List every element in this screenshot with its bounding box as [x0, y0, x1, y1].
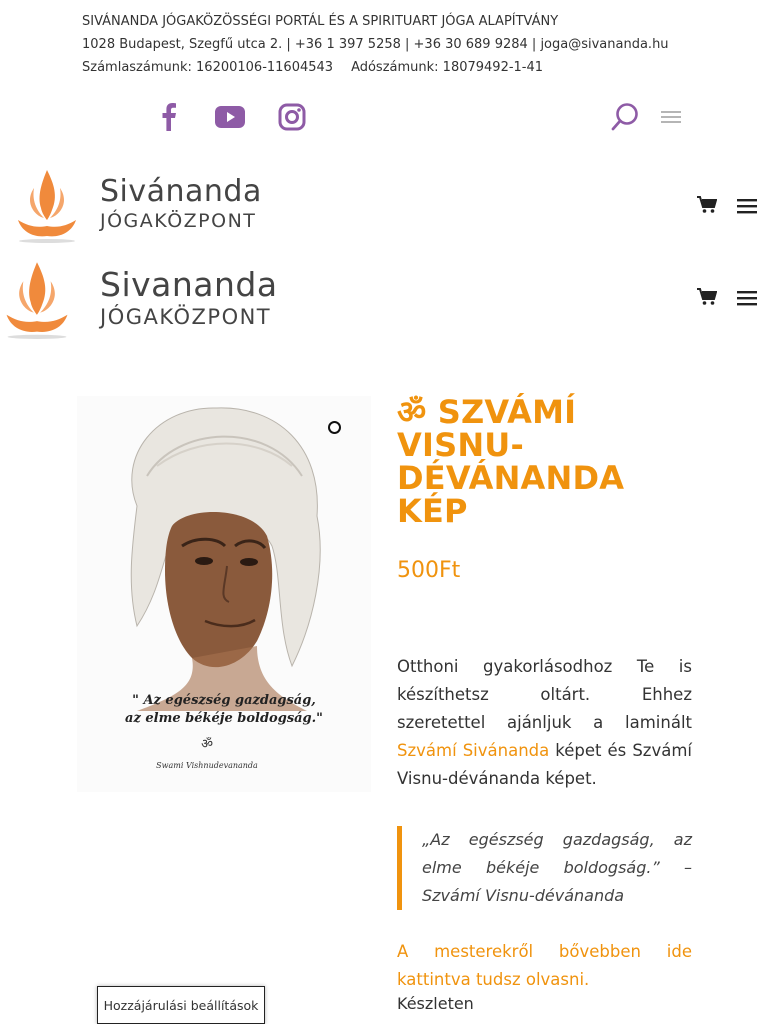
logo-subtitle: JÓGAKÖZPONT	[100, 210, 257, 232]
youtube-icon	[215, 106, 245, 128]
cart-icon	[697, 196, 717, 214]
portrait-illustration	[77, 396, 371, 792]
sivananda-link[interactable]: Szvámí Sivánanda	[397, 741, 550, 760]
site-logo[interactable]	[14, 164, 262, 244]
bank-line	[82, 56, 669, 79]
org-line: SIVÁNANDA JÓGAKÖZÖSSÉGI PORTÁL ÉS A SPIRITUART JÓGA ALAPÍTVÁNY	[82, 14, 559, 29]
image-caption-line1: " Az egészség gazdagság,	[132, 693, 316, 708]
facebook-icon	[161, 103, 177, 131]
instagram-link[interactable]	[275, 100, 309, 134]
image-caption-line2: az elme békéje boldogság."	[125, 711, 323, 726]
hamburger-icon	[737, 198, 757, 214]
masters-more-link[interactable]: A mesterekről bővebben ide kattintva tudsz olvasni.	[397, 942, 692, 989]
description-text-2: képet és Szvámí Visnu-dévánanda képet.	[397, 741, 692, 788]
menu-icon	[660, 109, 682, 125]
search-icon	[610, 102, 640, 132]
secondary-menu-button[interactable]	[654, 100, 688, 134]
sticky-logo-subtitle: JÓGAKÖZPONT	[100, 304, 272, 329]
sticky-menu-button[interactable]	[736, 288, 758, 308]
contact-line: 1028 Budapest, Szegfű utca 2. | +36 1 397 5258 | +36 30 689 9284 | joga@sivananda.hu	[82, 37, 669, 52]
sticky-logo-title: Sivananda	[100, 264, 278, 304]
product-quote: „Az egészség gazdagság, az elme békéje boldogság.” – Szvámí Visnu-dévánanda	[397, 826, 692, 910]
account-number: Számlaszámunk: 16200106-11604543	[82, 60, 334, 75]
flame-logo-icon	[14, 164, 80, 244]
search-button[interactable]	[608, 100, 642, 134]
zoom-icon[interactable]	[328, 421, 341, 434]
tax-number: Adószámunk: 18079492-1-41	[351, 60, 544, 75]
consent-settings-button[interactable]: Hozzájárulási beállítások	[97, 986, 265, 1024]
om-symbol-icon: ॐ	[201, 737, 213, 752]
youtube-link[interactable]	[213, 100, 247, 134]
cart-button[interactable]	[696, 194, 718, 216]
product-title: ॐ SZVÁMÍ VISNU-DÉVÁNANDA KÉP	[397, 393, 625, 530]
sticky-logo[interactable]	[2, 256, 278, 340]
product-description	[397, 653, 692, 793]
sticky-header	[0, 252, 768, 344]
hamburger-icon	[737, 290, 757, 306]
flame-logo-icon	[2, 256, 72, 340]
facebook-link[interactable]	[152, 100, 186, 134]
image-signature: Swami Vishnudevananda	[156, 761, 258, 770]
stock-status: Készleten	[397, 994, 474, 1013]
main-menu-button[interactable]	[736, 196, 758, 216]
product-image[interactable]	[77, 396, 371, 792]
cart-icon	[697, 288, 717, 306]
social-bar	[0, 100, 768, 136]
top-info-bar	[82, 10, 669, 79]
logo-title: Sivánanda	[100, 174, 262, 209]
sticky-cart-button[interactable]	[696, 286, 718, 308]
description-text-1: Otthoni gyakorlásodhoz Te is készíthetsz oltárt. Ehhez szeretettel ajánljuk a laminált	[397, 657, 692, 732]
main-header	[0, 160, 768, 250]
instagram-icon	[278, 103, 306, 131]
product-price: 500Ft	[397, 558, 461, 583]
